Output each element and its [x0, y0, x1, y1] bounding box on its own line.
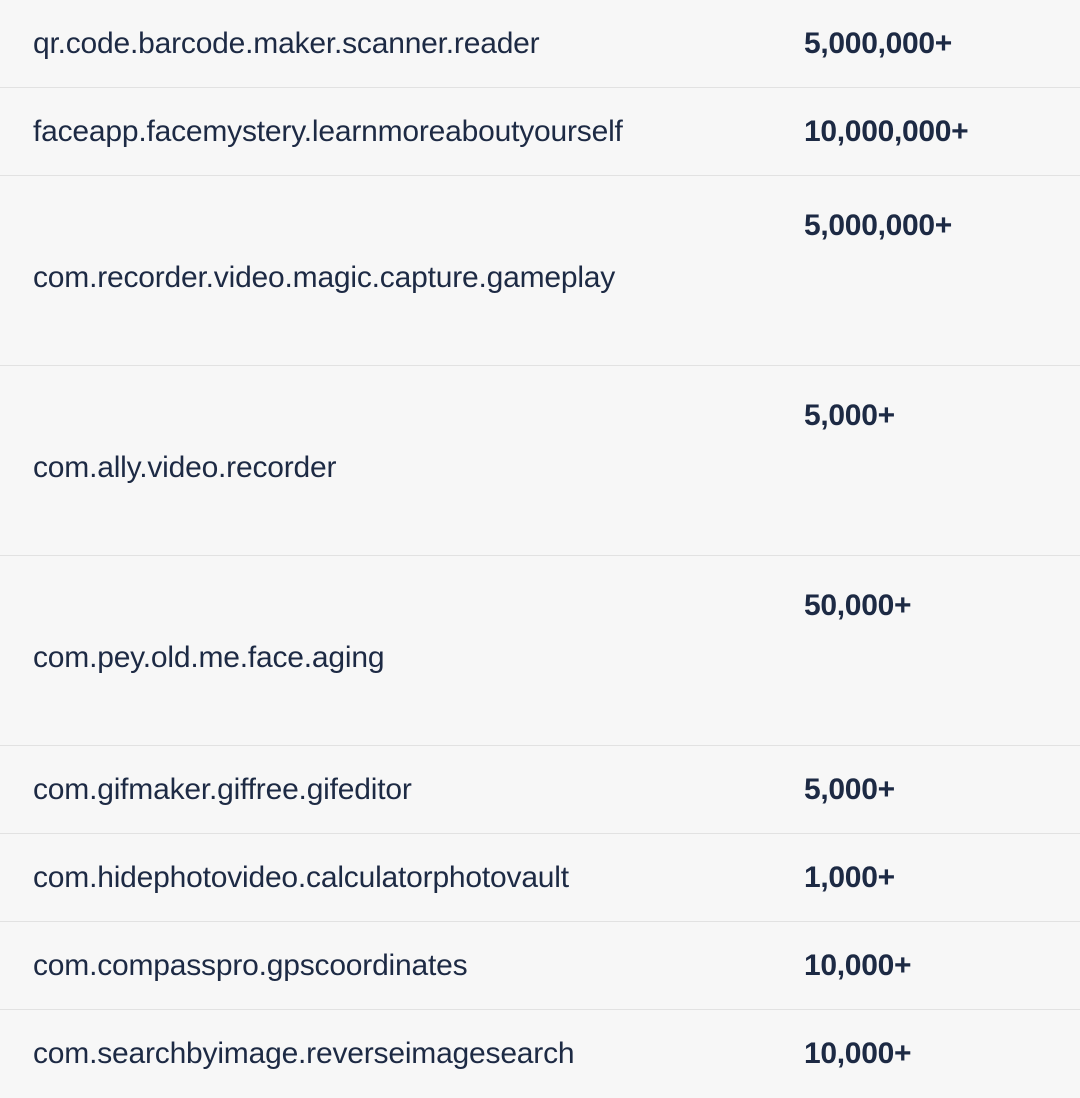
table-row [0, 556, 1080, 746]
installs-cell: 10,000+ [804, 948, 912, 982]
package-name-cell: faceapp.facemystery.learnmoreaboutyourself [33, 114, 623, 148]
table-row [0, 366, 1080, 556]
table-row [0, 1010, 1080, 1098]
package-name-cell: com.hidephotovideo.calculatorphotovault [33, 860, 569, 894]
table-row [0, 176, 1080, 366]
package-name-cell: com.pey.old.me.face.aging [33, 641, 385, 674]
installs-cell: 10,000+ [804, 1037, 912, 1070]
table-row [0, 834, 1080, 922]
package-name-cell: com.gifmaker.giffree.gifeditor [33, 772, 412, 806]
table-row [0, 88, 1080, 176]
table-row [0, 0, 1080, 88]
package-name-cell: com.recorder.video.magic.capture.gameplay [33, 261, 616, 294]
package-name-cell: qr.code.barcode.maker.scanner.reader [33, 26, 540, 60]
installs-cell: 50,000+ [804, 589, 912, 622]
installs-cell: 1,000+ [804, 860, 895, 894]
installs-cell: 10,000,000+ [804, 114, 969, 148]
installs-cell: 5,000+ [804, 399, 895, 432]
package-name-cell: com.compasspro.gpscoordinates [33, 948, 468, 982]
installs-cell: 5,000,000+ [804, 26, 952, 60]
package-name-cell: com.searchbyimage.reverseimagesearch [33, 1037, 575, 1070]
table-row [0, 746, 1080, 834]
package-name-cell: com.ally.video.recorder [33, 451, 337, 484]
installs-cell: 5,000,000+ [804, 209, 952, 242]
installs-cell: 5,000+ [804, 772, 895, 806]
table-row [0, 922, 1080, 1010]
